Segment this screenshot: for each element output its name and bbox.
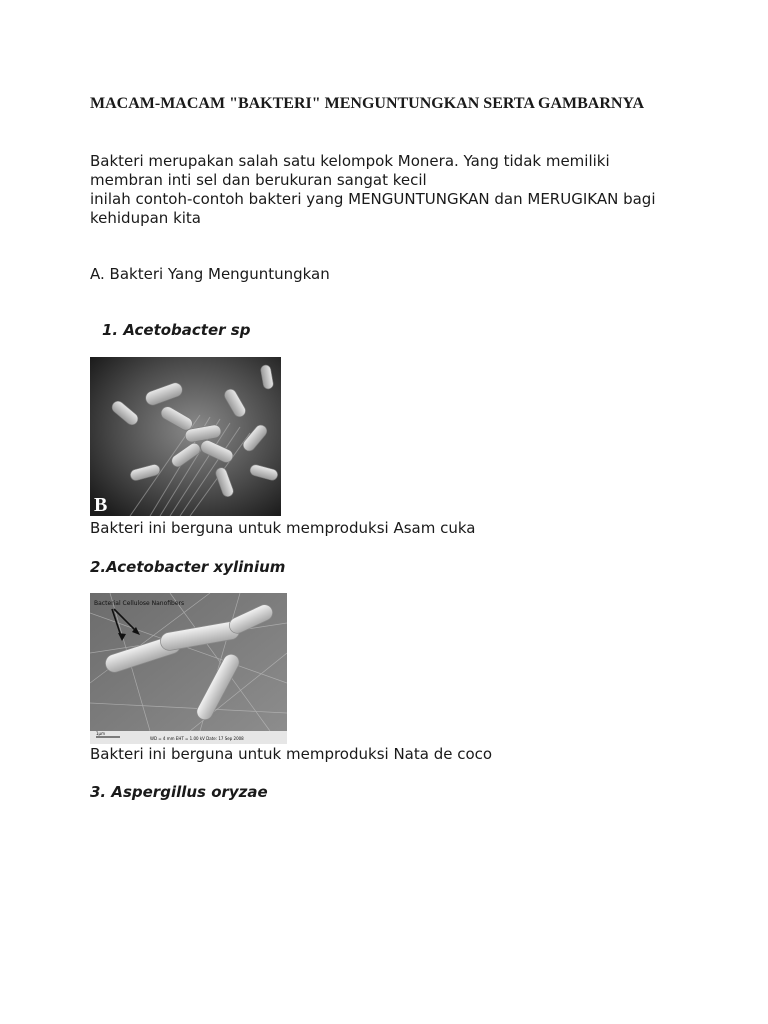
figure-2-info-text: WD = 4 mm EHT = 1.00 kV Date: 17 Sep 2008 <box>150 736 244 741</box>
figure-2-scale-bar-label: 1μm <box>96 731 105 736</box>
acetobacter-sp-micrograph <box>90 357 281 516</box>
item-heading-1: 1. Acetobacter sp <box>102 321 251 339</box>
figure-1-panel-label: B <box>94 494 108 516</box>
item-heading-2: 2.Acetobacter xylinium <box>90 558 286 576</box>
intro-paragraph: Bakteri merupakan salah satu kelompok Monera. Yang tidak memiliki membran inti sel dan berukuran sangat kecil <box>90 152 610 189</box>
item-heading-3: 3. Aspergillus oryzae <box>90 783 268 801</box>
acetobacter-xylinium-micrograph <box>90 593 287 744</box>
item-caption-2: Bakteri ini berguna untuk memproduksi Nata de coco <box>90 745 493 763</box>
item-caption-1: Bakteri ini berguna untuk memproduksi Asam cuka <box>90 519 476 537</box>
page-title: MACAM-MACAM "BAKTERI" MENGUNTUNGKAN SERTA GAMBARNYA <box>90 95 645 112</box>
figure-2-annotation: Bacterial Cellulose Nanofibers <box>94 600 185 607</box>
section-heading-a: A. Bakteri Yang Menguntungkan <box>90 265 330 283</box>
intro-paragraph-2: inilah contoh-contoh bakteri yang MENGUNTUNGKAN dan MERUGIKAN bagi kehidupan kita <box>90 190 656 227</box>
